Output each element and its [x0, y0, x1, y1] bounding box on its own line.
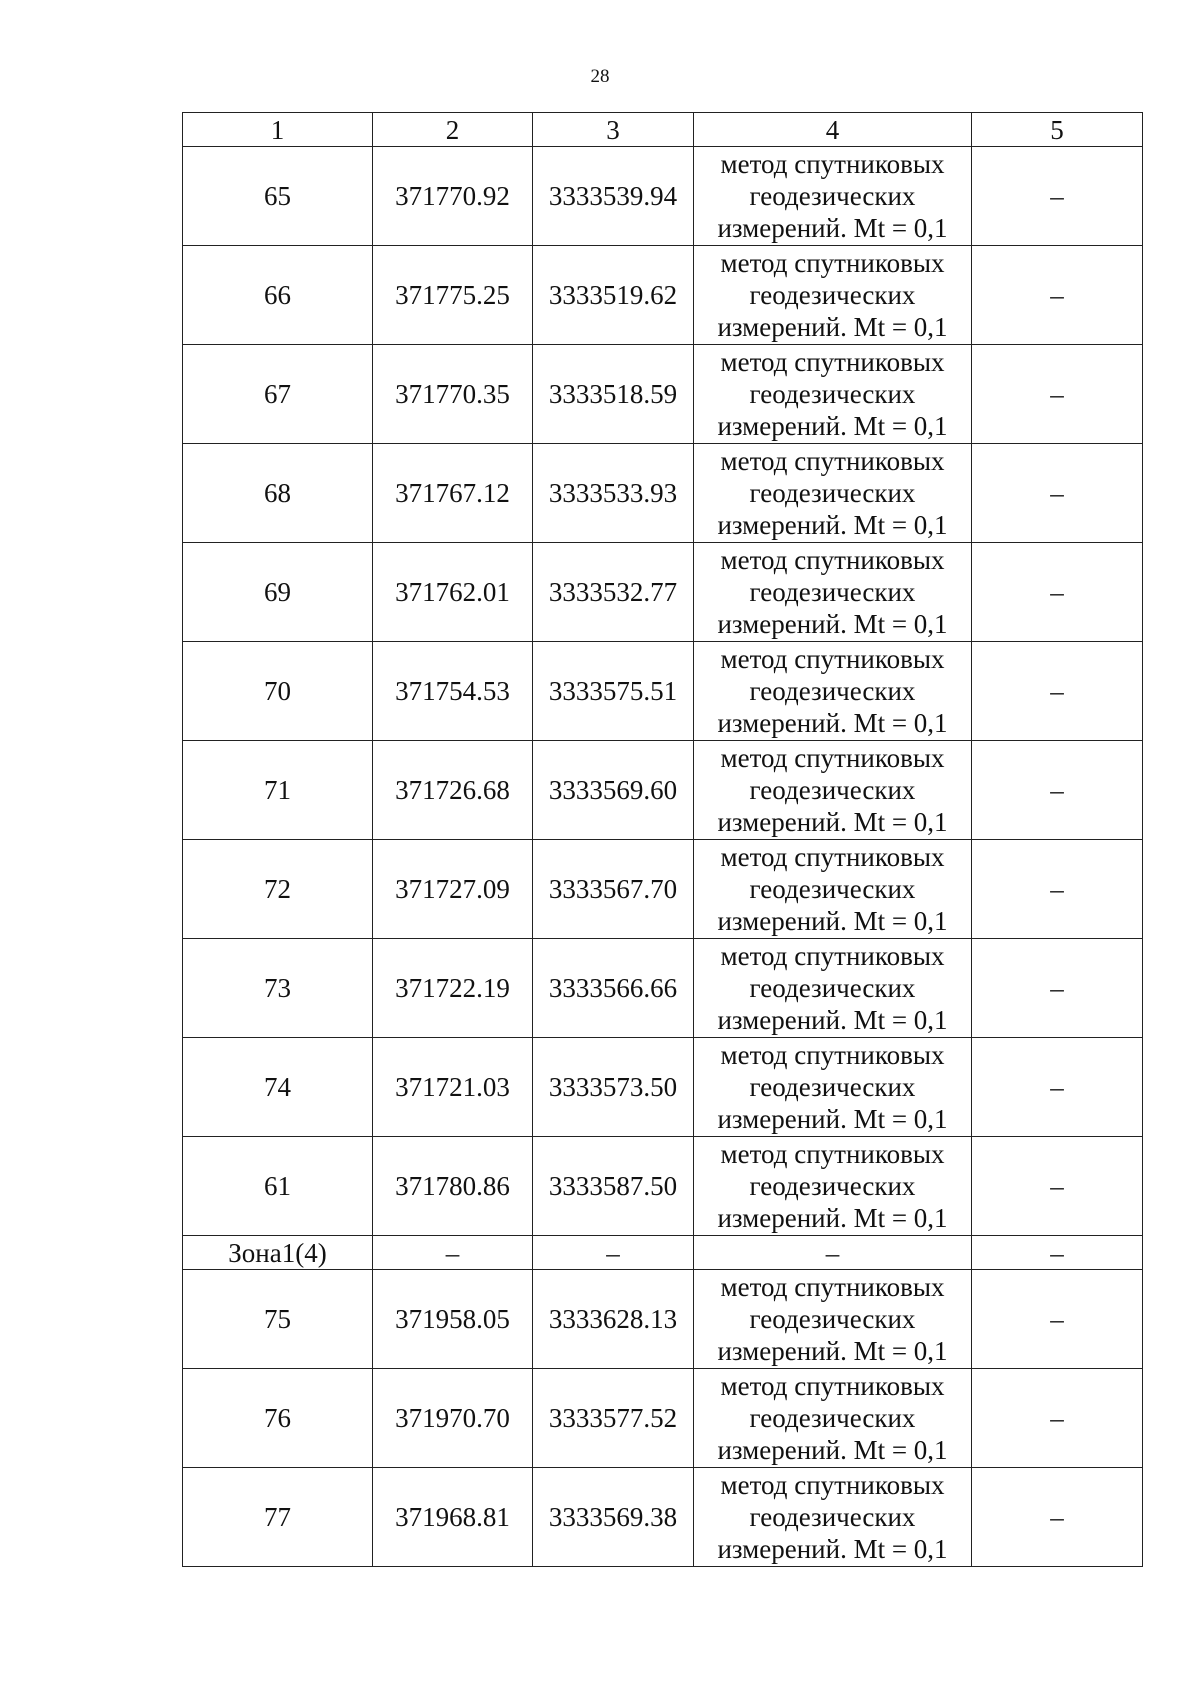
note-cell: – — [972, 1038, 1143, 1137]
header-cell-1: 1 — [183, 113, 373, 147]
x-coordinate-cell: 371721.03 — [373, 1038, 533, 1137]
y-coordinate-cell: 3333577.52 — [533, 1369, 694, 1468]
method-line: метод спутниковых — [720, 941, 945, 971]
method-line: измерений. Mt = 0,1 — [717, 609, 948, 639]
x-coordinate-cell: 371767.12 — [373, 444, 533, 543]
method-cell — [694, 1137, 972, 1236]
method-cell — [694, 642, 972, 741]
point-number-cell: 75 — [183, 1270, 373, 1369]
zone-label-cell: Зона1(4) — [183, 1236, 373, 1270]
method-line: метод спутниковых — [720, 1470, 945, 1500]
point-number-cell: 74 — [183, 1038, 373, 1137]
note-cell: – — [972, 147, 1143, 246]
y-coordinate-cell: 3333569.60 — [533, 741, 694, 840]
method-cell — [694, 1369, 972, 1468]
point-number-cell: 69 — [183, 543, 373, 642]
method-cell — [694, 1270, 972, 1369]
method-line: измерений. Mt = 0,1 — [717, 1104, 948, 1134]
page-number: 28 — [590, 66, 610, 87]
table-row — [183, 543, 1143, 642]
table-row — [183, 444, 1143, 543]
point-number-cell: 73 — [183, 939, 373, 1038]
header-cell-5: 5 — [972, 113, 1143, 147]
y-coordinate-cell: 3333539.94 — [533, 147, 694, 246]
note-cell: – — [972, 840, 1143, 939]
x-coordinate-cell: 371722.19 — [373, 939, 533, 1038]
x-coordinate-cell: 371726.68 — [373, 741, 533, 840]
y-coordinate-cell: 3333518.59 — [533, 345, 694, 444]
method-line: метод спутниковых — [720, 644, 945, 674]
table-row — [183, 741, 1143, 840]
y-coordinate-cell: 3333567.70 — [533, 840, 694, 939]
table-row — [183, 1038, 1143, 1137]
method-line: геодезических — [749, 577, 916, 607]
header-cell-3: 3 — [533, 113, 694, 147]
y-coordinate-cell: 3333628.13 — [533, 1270, 694, 1369]
point-number-cell: 65 — [183, 147, 373, 246]
table-row — [183, 147, 1143, 246]
method-line: метод спутниковых — [720, 1139, 945, 1169]
y-coordinate-cell: 3333519.62 — [533, 246, 694, 345]
header-cell-2: 2 — [373, 113, 533, 147]
method-cell — [694, 246, 972, 345]
point-number-cell: 71 — [183, 741, 373, 840]
note-cell: – — [972, 642, 1143, 741]
table-row — [183, 345, 1143, 444]
method-line: измерений. Mt = 0,1 — [717, 510, 948, 540]
method-line: геодезических — [749, 1502, 916, 1532]
note-cell: – — [972, 543, 1143, 642]
method-cell — [694, 741, 972, 840]
point-number-cell: 66 — [183, 246, 373, 345]
method-line: метод спутниковых — [720, 446, 945, 476]
note-cell: – — [972, 939, 1143, 1038]
x-coordinate-cell: 371770.92 — [373, 147, 533, 246]
method-line: измерений. Mt = 0,1 — [717, 1005, 948, 1035]
point-number-cell: 70 — [183, 642, 373, 741]
method-line: измерений. Mt = 0,1 — [717, 1435, 948, 1465]
x-coordinate-cell: 371762.01 — [373, 543, 533, 642]
table-row — [183, 246, 1143, 345]
method-line: геодезических — [749, 775, 916, 805]
x-coordinate-cell: 371754.53 — [373, 642, 533, 741]
method-line: измерений. Mt = 0,1 — [717, 1534, 948, 1564]
method-line: геодезических — [749, 1072, 916, 1102]
point-number-cell: 68 — [183, 444, 373, 543]
method-line: геодезических — [749, 478, 916, 508]
y-coordinate-cell: 3333566.66 — [533, 939, 694, 1038]
table-row — [183, 939, 1143, 1038]
y-coordinate-cell: – — [533, 1236, 694, 1270]
method-line: измерений. Mt = 0,1 — [717, 708, 948, 738]
note-cell: – — [972, 1236, 1143, 1270]
point-number-cell: 61 — [183, 1137, 373, 1236]
x-coordinate-cell: 371958.05 — [373, 1270, 533, 1369]
note-cell: – — [972, 246, 1143, 345]
y-coordinate-cell: 3333533.93 — [533, 444, 694, 543]
note-cell: – — [972, 444, 1143, 543]
method-cell — [694, 345, 972, 444]
table-row — [183, 1468, 1143, 1567]
method-line: геодезических — [749, 1403, 916, 1433]
method-line: геодезических — [749, 1304, 916, 1334]
method-line: геодезических — [749, 973, 916, 1003]
table-row — [183, 1137, 1143, 1236]
method-line: измерений. Mt = 0,1 — [717, 1336, 948, 1366]
header-cell-4: 4 — [694, 113, 972, 147]
point-number-cell: 67 — [183, 345, 373, 444]
y-coordinate-cell: 3333532.77 — [533, 543, 694, 642]
x-coordinate-cell: 371727.09 — [373, 840, 533, 939]
x-coordinate-cell: 371775.25 — [373, 246, 533, 345]
method-line: измерений. Mt = 0,1 — [717, 411, 948, 441]
coordinates-table — [182, 112, 1143, 1567]
y-coordinate-cell: 3333575.51 — [533, 642, 694, 741]
point-number-cell: 72 — [183, 840, 373, 939]
method-cell — [694, 543, 972, 642]
note-cell: – — [972, 1137, 1143, 1236]
method-line: измерений. Mt = 0,1 — [717, 312, 948, 342]
note-cell: – — [972, 345, 1143, 444]
note-cell: – — [972, 1270, 1143, 1369]
method-line: геодезических — [749, 280, 916, 310]
method-line: метод спутниковых — [720, 743, 945, 773]
table-row — [183, 840, 1143, 939]
method-cell — [694, 444, 972, 543]
method-cell — [694, 147, 972, 246]
header-row — [183, 113, 1143, 147]
x-coordinate-cell: 371770.35 — [373, 345, 533, 444]
zone-row — [183, 1236, 1143, 1270]
method-cell — [694, 840, 972, 939]
method-line: геодезических — [749, 379, 916, 409]
table-body — [183, 113, 1143, 1567]
method-line: измерений. Mt = 0,1 — [717, 1203, 948, 1233]
method-line: метод спутниковых — [720, 1040, 945, 1070]
x-coordinate-cell: 371970.70 — [373, 1369, 533, 1468]
y-coordinate-cell: 3333569.38 — [533, 1468, 694, 1567]
note-cell: – — [972, 1369, 1143, 1468]
table-row — [183, 642, 1143, 741]
method-line: метод спутниковых — [720, 1272, 945, 1302]
x-coordinate-cell: 371968.81 — [373, 1468, 533, 1567]
method-line: геодезических — [749, 181, 916, 211]
y-coordinate-cell: 3333573.50 — [533, 1038, 694, 1137]
note-cell: – — [972, 1468, 1143, 1567]
point-number-cell: 76 — [183, 1369, 373, 1468]
table-row — [183, 1369, 1143, 1468]
method-cell — [694, 939, 972, 1038]
x-coordinate-cell: – — [373, 1236, 533, 1270]
method-cell — [694, 1468, 972, 1567]
method-line: измерений. Mt = 0,1 — [717, 807, 948, 837]
method-line: метод спутниковых — [720, 248, 945, 278]
method-line: геодезических — [749, 874, 916, 904]
method-line: метод спутниковых — [720, 149, 945, 179]
method-line: метод спутниковых — [720, 347, 945, 377]
method-line: измерений. Mt = 0,1 — [717, 906, 948, 936]
method-line: метод спутниковых — [720, 545, 945, 575]
method-line: измерений. Mt = 0,1 — [717, 213, 948, 243]
method-line: метод спутниковых — [720, 1371, 945, 1401]
method-cell — [694, 1038, 972, 1137]
note-cell: – — [972, 741, 1143, 840]
method-line: метод спутниковых — [720, 842, 945, 872]
y-coordinate-cell: 3333587.50 — [533, 1137, 694, 1236]
table-row — [183, 1270, 1143, 1369]
method-cell: – — [694, 1236, 972, 1270]
point-number-cell: 77 — [183, 1468, 373, 1567]
x-coordinate-cell: 371780.86 — [373, 1137, 533, 1236]
method-line: геодезических — [749, 1171, 916, 1201]
method-line: геодезических — [749, 676, 916, 706]
